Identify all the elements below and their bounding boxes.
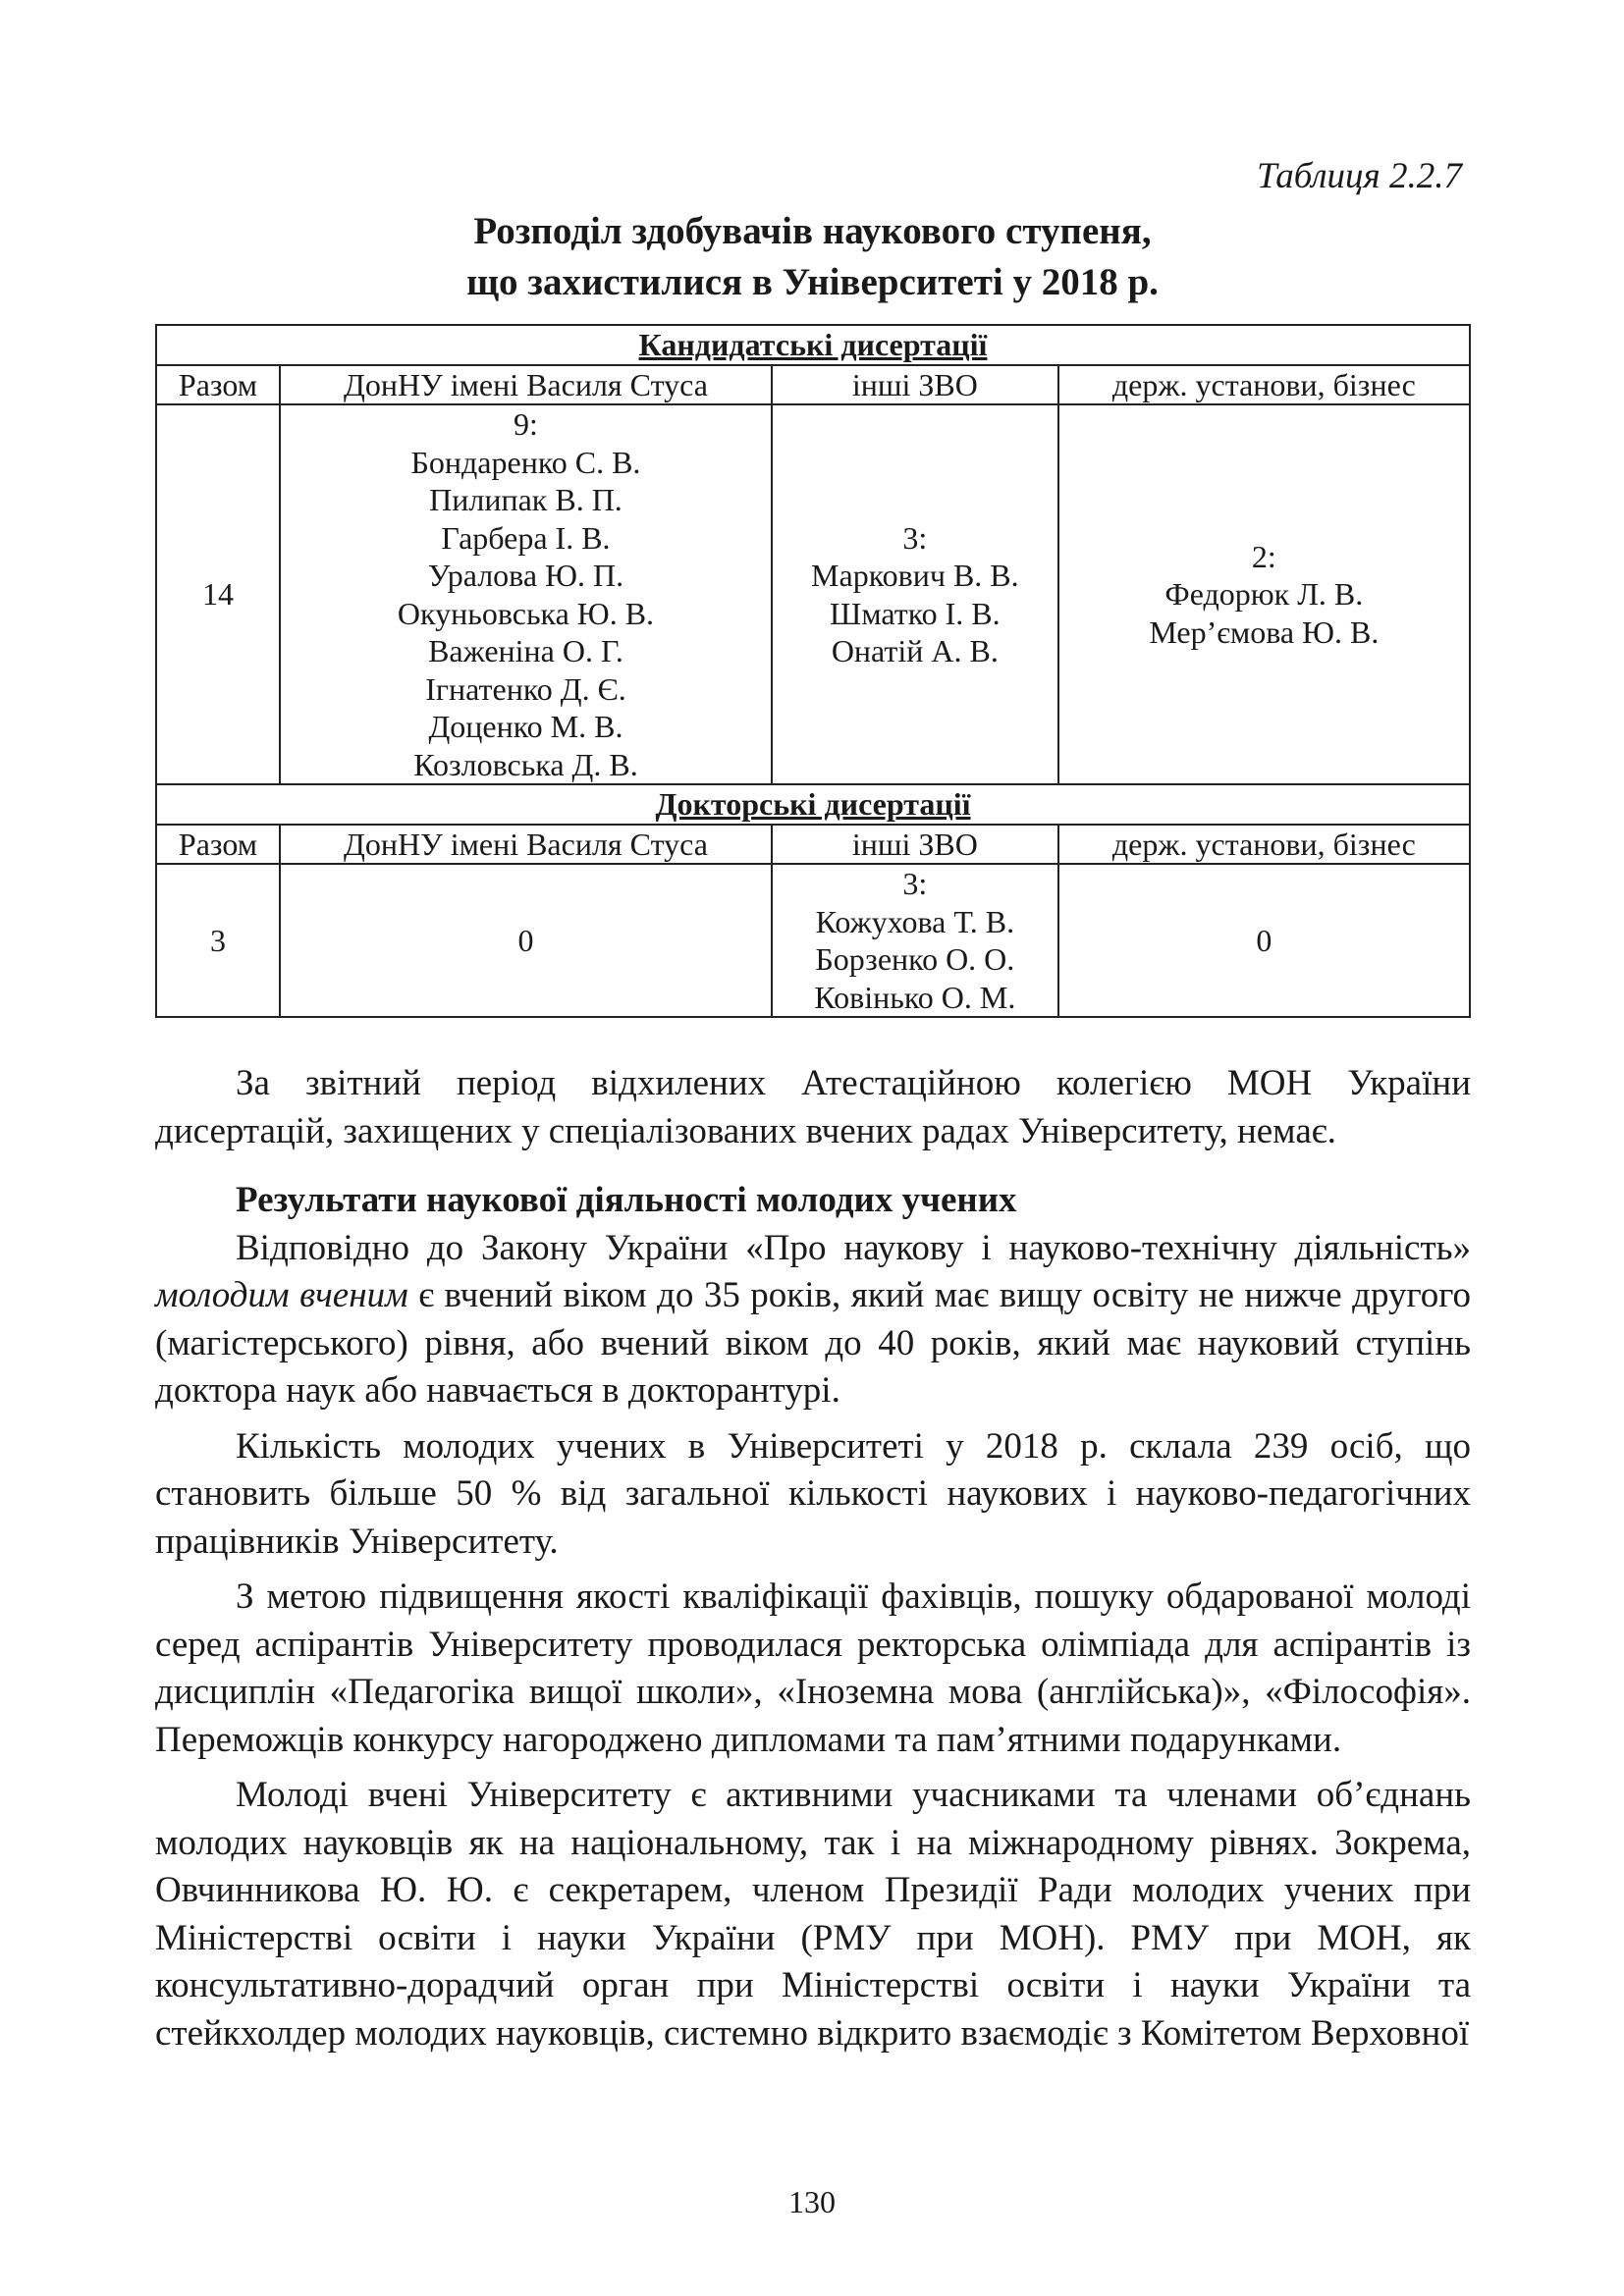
paragraph-associations: Молоді вчені Університету є активними учасниками та членами об’єднань молодих науковців як на національному, так і на міжнародному рівнях. Зокрема, Овчинникова Ю. Ю. є секретарем, членом Президії Ради молодих учених при Міністерстві освіти і науки України (РМУ при МОН). РМУ при МОН, як консультативно-дорадчий орган при Міністерстві освіти і науки України та стейкхолдер молодих науковців, системно відкрито взаємодіє з Комітетом Верховної bbox=[155, 1775, 1471, 2054]
list-item: Бондаренко С. В. bbox=[410, 444, 641, 480]
paragraph-rejected-dissertations: За звітний період відхилених Атестаційною колегією МОН України дисертацій, захищених у спеціалізованих вчених радах Університету, немає. bbox=[155, 1063, 1471, 1151]
list-item: 3: bbox=[902, 519, 928, 556]
section-heading: Результати наукової діяльності молодих учених bbox=[236, 1180, 1017, 1220]
table-label: Таблиця 2.2.7 bbox=[1256, 156, 1462, 196]
paragraph-rest: є вчений віком до 35 років, який має вищу освіту не нижче другого (магістерського) рівня, або вчений віком до 40 років, який має науковий ступінь доктора наук або навчається в докторантурі. bbox=[155, 1275, 1471, 1411]
header-donnu: ДонНУ імені Василя Стуса bbox=[280, 825, 772, 865]
list-item: Федорюк Л. В. bbox=[1164, 576, 1364, 613]
table-title-line-2: що захистилися в Університеті у 2018 р. bbox=[466, 261, 1159, 303]
header-other-universities: інші ЗВО bbox=[772, 825, 1058, 865]
list-item: Шматко І. В. bbox=[830, 595, 1001, 631]
doctoral-donnu: 0 bbox=[280, 864, 772, 1017]
list-item: Онатій А. В. bbox=[831, 633, 999, 668]
list-item: Маркович В. В. bbox=[811, 558, 1019, 593]
list-item: 2: bbox=[1251, 538, 1276, 574]
doctoral-header-row bbox=[156, 825, 1470, 865]
list-item: Ігнатенко Д. Є. bbox=[425, 670, 626, 707]
list-item: Борзенко О. О. bbox=[815, 941, 1015, 977]
paragraph-young-scientist-count: Кількість молодих учених в Університеті у 2018 р. склала 239 осіб, що становить більше 50 % від загальної кількості наукових і науково-педагогічних працівників Університету. bbox=[155, 1425, 1471, 1562]
doctoral-total: 3 bbox=[156, 864, 280, 1017]
list-item: 3: bbox=[902, 866, 928, 901]
doctoral-section-title: Докторські дисертації bbox=[156, 784, 1470, 825]
candidate-total: 14 bbox=[156, 404, 280, 784]
doctoral-gov: 0 bbox=[1058, 864, 1470, 1017]
doctoral-other-list bbox=[772, 864, 1058, 1017]
list-item: Гарбера І. В. bbox=[441, 519, 611, 556]
list-item: Доценко М. В. bbox=[428, 709, 623, 744]
header-total: Разом bbox=[156, 365, 280, 405]
list-item: Ковінько О. М. bbox=[814, 979, 1016, 1015]
header-donnu: ДонНУ імені Василя Стуса bbox=[280, 365, 772, 405]
list-item: Окуньовська Ю. В. bbox=[397, 595, 655, 631]
candidate-gov-list bbox=[1058, 404, 1470, 784]
doctoral-section-row bbox=[156, 784, 1470, 825]
doctoral-data-row bbox=[156, 864, 1470, 1017]
candidate-donnu-list bbox=[280, 404, 772, 784]
list-item: Важеніна О. Г. bbox=[428, 633, 623, 668]
paragraph-young-scientist-definition bbox=[155, 1225, 1471, 1415]
list-item: Козловська Д. В. bbox=[413, 746, 638, 782]
candidate-data-row bbox=[156, 404, 1470, 784]
list-item: Мер’ємова Ю. В. bbox=[1149, 614, 1380, 650]
header-other-universities: інші ЗВО bbox=[772, 365, 1058, 405]
candidate-section-row bbox=[156, 325, 1470, 365]
candidate-header-row bbox=[156, 365, 1470, 405]
list-item: Кожухова Т. В. bbox=[815, 903, 1015, 939]
italic-term: молодим вченим bbox=[155, 1275, 408, 1315]
dissertations-table bbox=[155, 324, 1471, 1018]
candidate-section-title: Кандидатські дисертації bbox=[156, 325, 1470, 365]
list-item: Уралова Ю. П. bbox=[427, 558, 624, 593]
header-government-business: держ. установи, бізнес bbox=[1058, 365, 1470, 405]
list-item: Пилипак В. П. bbox=[429, 482, 623, 517]
page-number: 130 bbox=[788, 2184, 836, 2219]
body-text bbox=[155, 1060, 1471, 2057]
header-total: Разом bbox=[156, 825, 280, 865]
paragraph-olympiad: З метою підвищення якості кваліфікації фахівців, пошуку обдарованої молоді серед аспірантів Університету проводилася ректорська олімпіада для аспірантів із дисциплін «Педагогіка вищої школи», «Іноземна мова (англійська)», «Філософія». Переможців конкурсу нагороджено дипломами та пам’ятними подарунками. bbox=[155, 1576, 1471, 1760]
header-government-business: держ. установи, бізнес bbox=[1058, 825, 1470, 865]
list-item: 9: bbox=[514, 406, 538, 442]
candidate-other-list bbox=[772, 404, 1058, 784]
table-title-line-1: Розподіл здобувачів наукового ступеня, bbox=[473, 210, 1152, 252]
table-title bbox=[157, 206, 1468, 308]
paragraph-lead: Відповідно до Закону України «Про наукову і науково-технічну діяльність» bbox=[236, 1227, 1471, 1268]
